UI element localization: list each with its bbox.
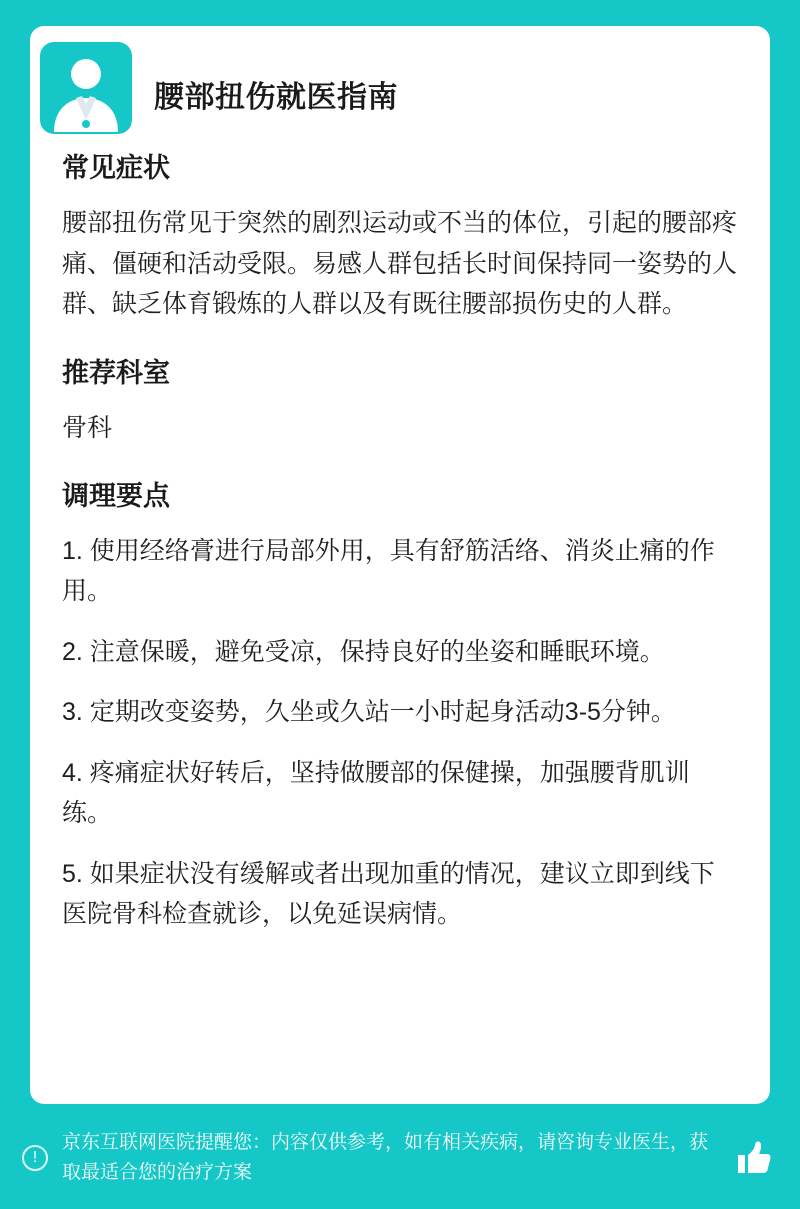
footer-notice-text: 京东互联网医院提醒您：内容仅供参考，如有相关疾病，请咨询专业医生，获取最适合您的治疗方案 [62, 1132, 709, 1183]
section-heading-department: 推荐科室 [62, 357, 170, 388]
section-text-symptoms: 腰部扭伤常见于突然的剧烈运动或不当的体位，引起的腰部疼痛、僵硬和活动受限。易感人群包括长时间保持同一姿势的人群、缺乏体育锻炼的人群以及有既往腰部损伤史的人群。 [62, 209, 738, 318]
section-heading-symptoms: 常见症状 [62, 153, 170, 183]
section-heading-care-points: 调理要点 [62, 480, 170, 511]
list-item: 3. 定期改变姿势，久坐或久站一小时起身活动3-5分钟。 [62, 698, 676, 726]
info-icon: ! [22, 1145, 48, 1171]
section-text-department: 骨科 [62, 413, 113, 442]
footer-disclaimer [0, 1106, 800, 1209]
thumbs-up-icon[interactable] [732, 1137, 774, 1179]
list-item: 5. 如果症状没有缓解或者出现加重的情况，建议立即到线下医院骨科检查就诊，以免延误病情。 [62, 859, 715, 928]
content-card [30, 26, 770, 1104]
page-title: 腰部扭伤就医指南 [154, 81, 398, 114]
doctor-avatar-icon [38, 40, 134, 136]
list-item: 2. 注意保暖，避免受凉，保持良好的坐姿和睡眠环境。 [62, 637, 665, 666]
list-item: 4. 疼痛症状好转后，坚持做腰部的保健操，加强腰背肌训练。 [62, 758, 690, 827]
care-points-list [62, 531, 738, 935]
list-item: 1. 使用经络膏进行局部外用，具有舒筋活络、消炎止痛的作用。 [62, 536, 715, 605]
